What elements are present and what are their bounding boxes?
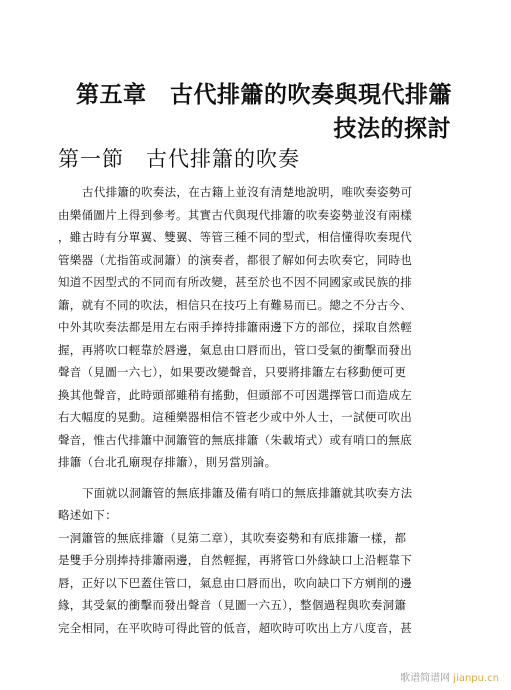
text-line: 緣，其受氣的衝擊而發出聲音（見圖一六五），整個過程與吹奏洞簫 <box>58 598 407 612</box>
text-line: 完全相同，在平吹時可得此管的低音，超吹時可吹出上方八度音，甚 <box>58 620 412 635</box>
text-line: ，雖古時有分單翼、雙翼、等管三種不同的型式，相信懂得吹奏現代 <box>58 230 412 244</box>
text-line: 聲音，惟古代排簫中洞簫管的無底排簫（朱載堉式）或有哨口的無底 <box>58 432 412 447</box>
text-line: 聲音（見圖一六七），如果要改變聲音，只要將排簫左右移動便可更 <box>58 365 407 379</box>
text-line: 由樂俑圖片上得到參考。其實古代與現代排簫的吹奏姿勢並沒有兩樣 <box>58 207 412 222</box>
watermark <box>400 669 499 684</box>
paragraph-2 <box>58 482 462 527</box>
text-line: 知道不因型式的不同而有所改變，甚至於也不因不同國家或民族的排 <box>58 275 412 289</box>
text-line: 管樂器（尤指笛或洞簫）的演奏者，都很了解如何去吹奏它，同時也 <box>58 252 412 267</box>
watermark-text: 歌谱简谱网 <box>400 673 451 684</box>
chapter-title-line-1: 第五章 古代排簫的吹奏與現代排簫 <box>76 82 452 108</box>
text-line: 古代排簫的吹奏法，在古籍上並沒有清楚地說明，唯吹奏姿勢可 <box>82 185 413 199</box>
text-line: 中外其吹奏法都是用左右兩手捧持排簫兩邊下方的部位，採取自然輕 <box>58 320 412 334</box>
text-line: 唇，正好以下巴蓋住管口，氣息由口唇而出，吹向缺口下方剜削的邊 <box>58 575 412 590</box>
watermark-url: jianpu.cn <box>453 673 499 684</box>
paragraph-1 <box>58 181 462 474</box>
body-text <box>58 181 462 639</box>
text-line: 下面就以洞簫管的無底排簫及備有哨口的無底排簫就其吹奏方法 <box>82 485 413 500</box>
section-title: 第一節 古代排簫的吹奏 <box>58 147 300 171</box>
paragraph-3 <box>58 527 462 640</box>
text-line: 簫，就有不同的吹法，相信只在技巧上有難易而已。總之不分古今、 <box>58 297 412 312</box>
text-line: 是雙手分別捧持排簫兩邊，自然輕握，再將管口外緣缺口上沿輕靠下 <box>58 553 412 567</box>
text-line: 一洞簫管的無底排簫（見第二章），其吹奏姿勢和有底排簫一樣，都 <box>58 530 407 545</box>
text-line: 握，再將吹口輕靠於唇邊，氣息由口唇而出，管口受氣的衝擊而發出 <box>58 342 412 357</box>
text-line: 排簫（台北孔廟現存排簫），則另當別論。 <box>58 455 277 469</box>
text-line: 換其他聲音，此時頭部雖稍有搖動，但頭部不可因選擇管口而造成左 <box>58 387 412 402</box>
text-line: 右大幅度的晃動。這種樂器相信不管老少或中外人士，一試便可吹出 <box>58 410 412 424</box>
text-line: 略述如下： <box>58 508 117 522</box>
chapter-title-line-2: 技法的探討 <box>333 116 451 142</box>
chapter-title <box>76 78 456 146</box>
